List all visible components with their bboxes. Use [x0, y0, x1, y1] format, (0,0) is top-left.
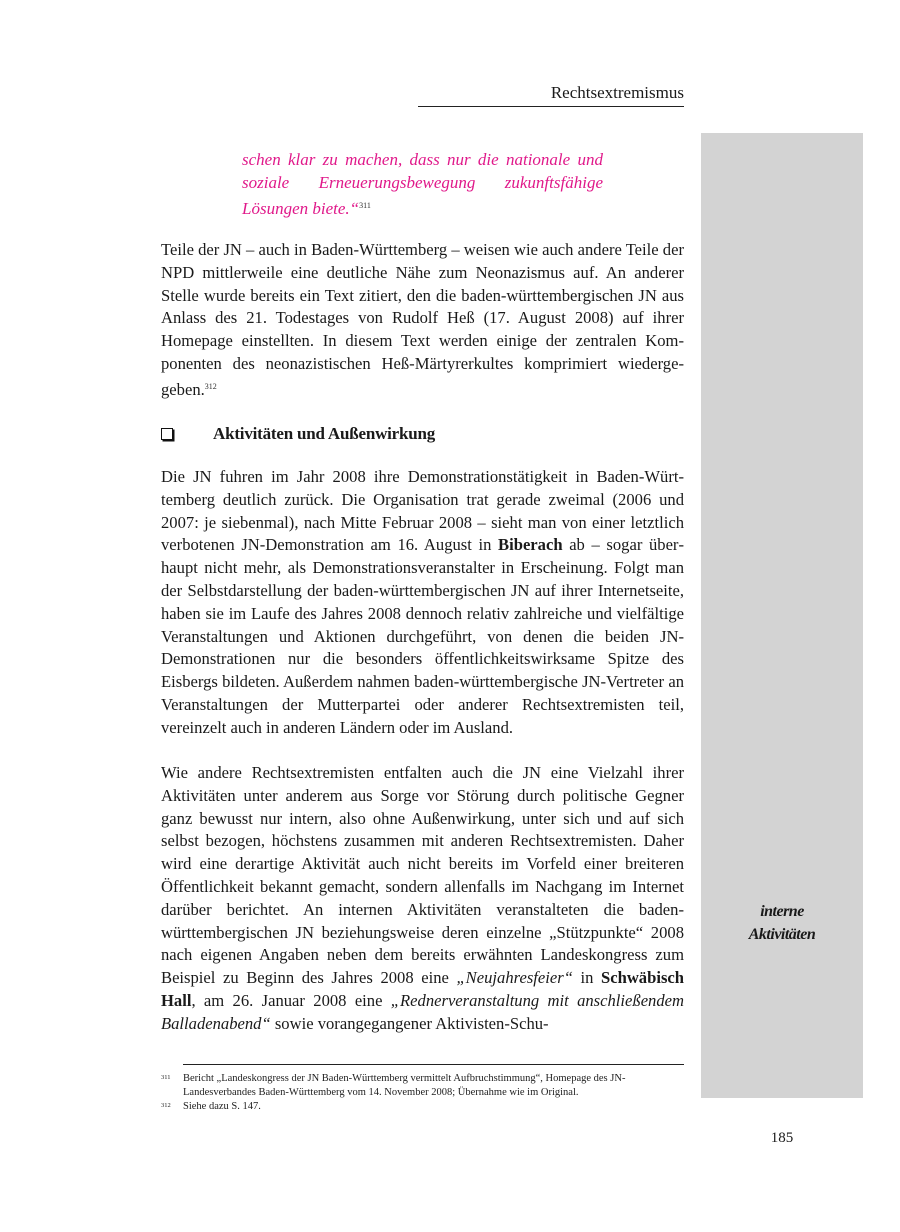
footnote-ref: 311: [359, 201, 371, 210]
event-name: „Rednerveranstaltung mit anschließendem Balladenabend“: [161, 990, 684, 1033]
paragraph-demonstrations: [161, 466, 684, 740]
quote-line: soziale Erneuerungsbewegung zukunftsfähige: [242, 173, 603, 192]
paragraph-text: ab – sogar überhaupt nicht mehr, als Demonstrationsveranstalter in Erscheinung. Folgt man der Selbstdarstellung der baden-württembergischen JN auf ihrer Internetseite, haben sie im Laufe des Jahres 2008 dennoch relativ zahlreiche und vielfältige Veranstaltungen und Aktionen durchgeführt, von denen die beiden JN-Demonstrationen nur die besonders öffentlichkeitswirksame Spitze des Eisbergs bildeten. Außerdem nahmen baden-württembergische JN-Vertreter an Veranstaltungen der Mutterpartei oder anderer Rechtsextremisten teil, vereinzelt auch in anderen Ländern oder im Ausland.: [161, 535, 684, 737]
footnote-ref: 312: [204, 381, 217, 391]
page-number: 185: [770, 1130, 794, 1146]
place-name: Biberach: [498, 535, 563, 555]
quote-line: schen klar zu machen, dass nur die nationale und: [242, 150, 603, 169]
checkbox-icon: [161, 428, 173, 440]
paragraph-text: sowie vorangegangener Aktivisten-Schu-: [270, 1013, 549, 1033]
section-heading-text: Aktivitäten und Außenwirkung: [213, 424, 436, 443]
margin-sidebar: [701, 133, 863, 1098]
paragraph-text: in: [572, 968, 601, 988]
paragraph-text: Die JN fuhren im Jahr 2008 ihre Demonstrationstätigkeit in Baden-Württemberg deutlich zurück. Die Organisation trat gerade zweimal (2006 und 2007: je siebenmal), nach Mitte Februar 2008 – sieht man von einer letztlich verbotenen JN-Demonstration am 16. August in: [161, 467, 684, 555]
paragraph-text: Wie andere Rechtsextremisten entfalten auch die JN eine Vielzahl ihrer Aktivitäten unter anderem aus Sorge vor Störung durch politische Gegner ganz bewusst nur intern, also ohne Außenwirkung, unter sich und auf sich selbst bezogen, höchstens zusammen mit anderen Rechtsextremisten. Daher wird eine derartige Aktivität auch nicht bereits im Vorfeld einer breiteren Öffentlichkeit bekannt gemacht, sondern allenfalls im Nachgang im Internet darüber berichtet. An internen Aktivitäten veranstalteten die baden-württembergischen JN beziehungsweise deren einzelne „Stützpunkte“ 2008 nach eigenen Angaben neben dem bereits erwähnten Landeskongress zum Beispiel zu Beginn des Jahres 2008 eine: [161, 763, 684, 988]
paragraph-jn-neonazism: [161, 239, 684, 402]
footnote-number: 312: [161, 1102, 171, 1109]
footnote: [161, 1100, 684, 1114]
paragraph-internal-activities: [161, 762, 684, 1036]
margin-note-line: Aktivitäten: [748, 926, 816, 943]
running-header: Rechtsextremismus: [418, 82, 684, 107]
event-name: „Neujahresfeier“: [456, 968, 573, 988]
quote-line: [242, 194, 603, 220]
footnote-text: Bericht „Landeskongress der JN Baden-Württemberg vermittelt Aufbruchstimmung“, Homepage des JN-Landesverbandes Baden-Württemberg vom 14. November 2008; Übernahme wie im Original.: [183, 1073, 626, 1098]
footnote-divider: [183, 1064, 684, 1065]
margin-note: [701, 900, 863, 946]
margin-note-line: interne: [760, 903, 804, 920]
paragraph-text: Teile der JN – auch in Baden-Württemberg – weisen wie auch andere Teile der NPD mittlerweile eine deutliche Nähe zum Neonazismus auf. An anderer Stelle wurde bereits ein Text zitiert, den die baden-württembergischen JN aus Anlass des 21. Todestages von Rudolf Heß (17. August 2008) auf ihrer Homepage einstellten. In diesem Text werden einige der zentralen Komponenten des neonazistischen Heß-Märtyrerkultes komprimiert wiedergegeben.: [161, 240, 684, 399]
footnotes: [161, 1072, 684, 1114]
quote-line-text: Lösungen biete.“: [242, 199, 360, 218]
footnote-text: Siehe dazu S. 147.: [183, 1101, 261, 1112]
block-quote: [242, 148, 603, 220]
place-name: Schwäbisch Hall: [161, 968, 684, 1010]
section-heading: [161, 423, 684, 445]
footnote: [161, 1072, 684, 1100]
paragraph-text: , am 26. Januar 2008 eine: [191, 990, 391, 1010]
footnote-number: 311: [161, 1074, 171, 1081]
